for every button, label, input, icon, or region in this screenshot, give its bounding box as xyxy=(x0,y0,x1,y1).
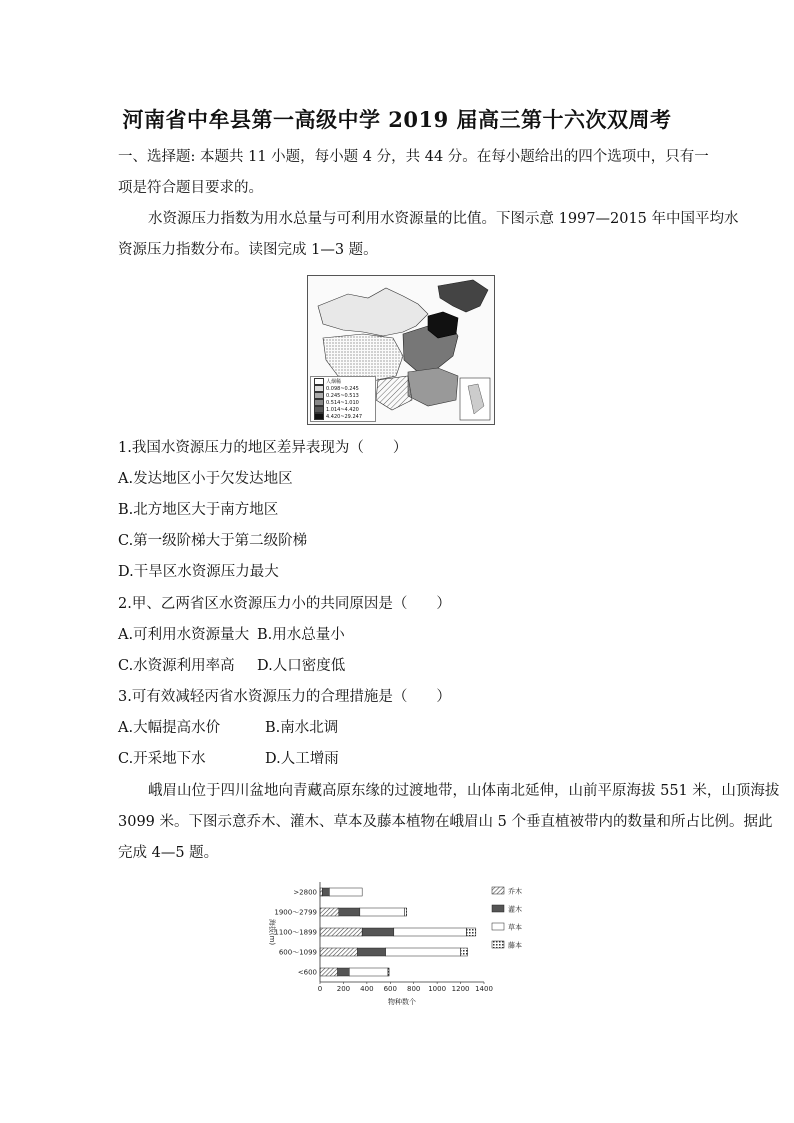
bar-segment xyxy=(320,888,322,896)
x-tick-label: 1000 xyxy=(428,985,447,993)
china-water-stress-map xyxy=(307,275,495,425)
question-3-option-d: D.人工增雨 xyxy=(265,751,339,767)
question-1-stem: 1.我国水资源压力的地区差异表现为（ ） xyxy=(118,440,408,456)
category-label: 600～1099 xyxy=(278,948,317,957)
bar-segment xyxy=(404,908,406,916)
bar-segment xyxy=(349,968,388,976)
passage2-line1: 峨眉山位于四川盆地向青藏高原东缘的过渡地带，山体南北延伸，山前平原海拔 551 米，山顶海拔 xyxy=(148,783,780,799)
legend-label: 灌木 xyxy=(508,905,522,914)
legend-item: 0.245~0.513 xyxy=(314,392,374,399)
bar-segment xyxy=(466,928,475,936)
category-label: <600 xyxy=(297,968,317,977)
bar-segment xyxy=(320,928,362,936)
question-3-stem: 3.可有效减轻丙省水资源压力的合理措施是（ ） xyxy=(118,689,451,705)
legend-item: 人烟稀 xyxy=(314,378,374,385)
bar-segment xyxy=(357,948,385,956)
legend-swatch xyxy=(492,941,504,948)
x-tick-label: 400 xyxy=(360,985,374,993)
page-title: 河南省中牟县第一高级中学 2019 届高三第十六次双周考 xyxy=(122,107,672,132)
question-1-option-b: B.北方地区大于南方地区 xyxy=(118,502,279,518)
bar-segment xyxy=(461,948,468,956)
bar-segment xyxy=(320,948,357,956)
category-label: >2800 xyxy=(293,888,317,897)
bar-segment xyxy=(388,968,389,976)
legend-swatch xyxy=(492,923,504,930)
legend-item: 0.514~1.010 xyxy=(314,399,374,406)
category-label: 1100～1899 xyxy=(274,928,317,937)
bar-segment xyxy=(320,968,338,976)
question-2-option-c: C.水资源利用率高 xyxy=(118,658,235,674)
x-tick-label: 0 xyxy=(317,985,323,993)
question-1-option-a: A.发达地区小于欠发达地区 xyxy=(118,471,293,487)
x-tick-label: 1400 xyxy=(475,985,493,993)
question-2-option-a: A.可利用水资源量大 xyxy=(118,627,250,643)
bar-segment xyxy=(362,928,394,936)
legend-label: 草本 xyxy=(508,923,522,932)
legend-swatch xyxy=(492,887,504,894)
x-tick-label: 200 xyxy=(336,985,351,993)
y-axis-label: 海拔(m) xyxy=(268,918,276,946)
question-2-stem: 2.甲、乙两省区水资源压力小的共同原因是（ ） xyxy=(118,596,451,612)
x-tick-label: 600 xyxy=(383,985,397,993)
legend-label: 乔木 xyxy=(508,887,522,896)
bar-segment xyxy=(386,948,461,956)
bar-segment xyxy=(338,968,350,976)
passage1-line2: 资源压力指数分布。读图完成 1—3 题。 xyxy=(118,242,378,258)
passage2-line2: 3099 米。下图示意乔木、灌木、草本及藤本植物在峨眉山 5 个垂直植被带内的数量和所占比例。据此 xyxy=(118,814,773,830)
question-2-option-b: B.用水总量小 xyxy=(257,627,345,643)
legend-swatch xyxy=(492,905,504,912)
question-1-option-c: C.第一级阶梯大于第二级阶梯 xyxy=(118,533,308,549)
x-axis-label: 物种数个 xyxy=(388,998,416,1006)
passage2-line3: 完成 4—5 题。 xyxy=(118,845,219,861)
bar-segment xyxy=(339,908,360,916)
x-tick-label: 1200 xyxy=(451,985,470,993)
question-2-option-d: D.人口密度低 xyxy=(257,658,346,674)
passage1-line1: 水资源压力指数为用水总量与可利用水资源量的比值。下图示意 1997—2015 年中国平均水 xyxy=(148,211,739,227)
category-label: 1900～2799 xyxy=(274,908,317,917)
map-legend xyxy=(310,376,376,422)
question-3-option-b: B.南水北调 xyxy=(265,720,339,736)
question-3-option-a: A.大幅提高水价 xyxy=(118,720,221,736)
chart-svg xyxy=(262,878,532,1010)
vegetation-bar-chart xyxy=(262,878,532,1010)
legend-item: 0.098~0.245 xyxy=(314,385,374,392)
legend-item: 4.420~29.247 xyxy=(314,413,374,420)
legend-label: 藤本 xyxy=(508,941,522,950)
bar-segment xyxy=(322,888,329,896)
bar-segment xyxy=(394,928,467,936)
bar-segment xyxy=(360,908,405,916)
section-intro-line2: 项是符合题目要求的。 xyxy=(118,180,263,196)
bar-segment xyxy=(329,888,362,896)
question-1-option-d: D.干旱区水资源压力最大 xyxy=(118,564,279,580)
section-intro-line1: 一、选择题: 本题共 11 小题，每小题 4 分，共 44 分。在每小题给出的四个选项中，只有一 xyxy=(118,149,709,165)
bar-segment xyxy=(320,908,339,916)
legend-item: 1.014~4.420 xyxy=(314,406,374,413)
question-3-option-c: C.开采地下水 xyxy=(118,751,206,767)
x-tick-label: 800 xyxy=(407,985,421,993)
